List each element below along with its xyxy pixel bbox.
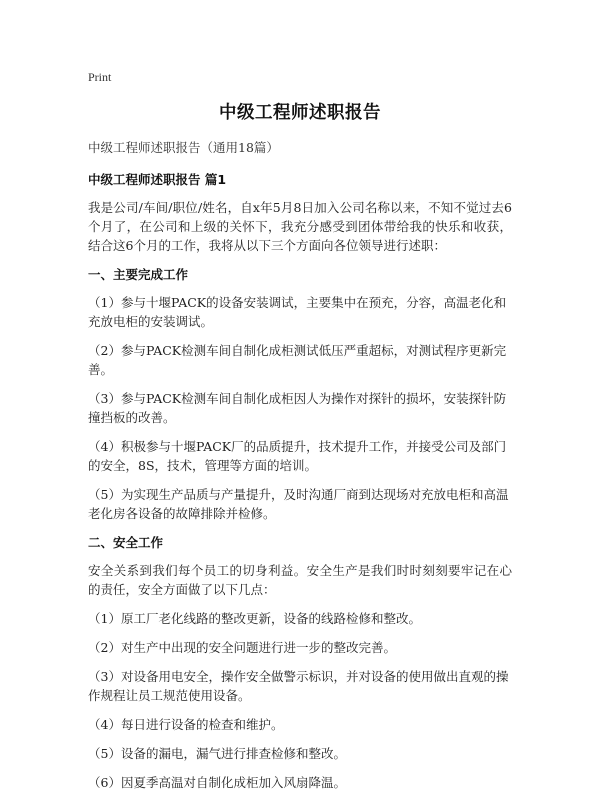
list-item: （2）参与PACK检测车间自制化成柜测试低压严重超标，对测试程序更新完善。 [88,343,507,377]
list-item: （6）因夏季高温对自制化成柜加入风扇降温。 [88,775,346,790]
section-heading-safety: 二、安全工作 [88,535,164,550]
document-subtitle: 中级工程师述职报告（通用18篇） [88,140,279,155]
safety-intro-paragraph: 安全关系到我们每个员工的切身利益。安全生产是我们时时刻刻要牢记在心的责任，安全方面做了以下几点： [88,563,512,597]
list-item: （3）对设备用电安全，操作安全做警示标识，并对设备的使用做出直观的操作规程让员工规范使用设备。 [88,669,509,703]
list-item: （4）积极参与十堰PACK厂的品质提升，技术提升工作，并接受公司及部门的安全，8S，技术，管理等方面的培训。 [88,439,507,473]
list-item: （4）每日进行设备的检查和维护。 [88,717,284,732]
section-heading-main-work: 一、主要完成工作 [88,267,189,282]
list-item: （1）原工厂老化线路的整改更新，设备的线路检修和整改。 [88,611,421,626]
list-item: （2）对生产中出现的安全问题进行进一步的整改完善。 [88,640,396,655]
document-title: 中级工程师述职报告 [219,103,381,123]
list-item: （1）参与十堰PACK的设备安装调试，主要集中在预充，分容，高温老化和充放电柜的安装调试。 [88,295,507,329]
list-item: （3）参与PACK检测车间自制化成柜因人为操作对探针的损坏，安装探针防撞挡板的改善。 [88,391,507,425]
article-title: 中级工程师述职报告 篇1 [88,172,227,187]
list-item: （5）为实现生产品质与产量提升，及时沟通厂商到达现场对充放电柜和高温老化房各设备的故障排除并检修。 [88,487,509,521]
print-link[interactable]: Print [88,70,112,84]
list-item: （5）设备的漏电，漏气进行排查检修和整改。 [88,746,346,761]
intro-paragraph: 我是公司/车间/职位/姓名，自x年5月8日加入公司名称以来，不知不觉过去6个月了，在公司和上级的关怀下，我充分感受到团体带给我的快乐和收获，结合这6个月的工作，我将从以下三个方面向各位领导进行述职： [88,200,512,253]
